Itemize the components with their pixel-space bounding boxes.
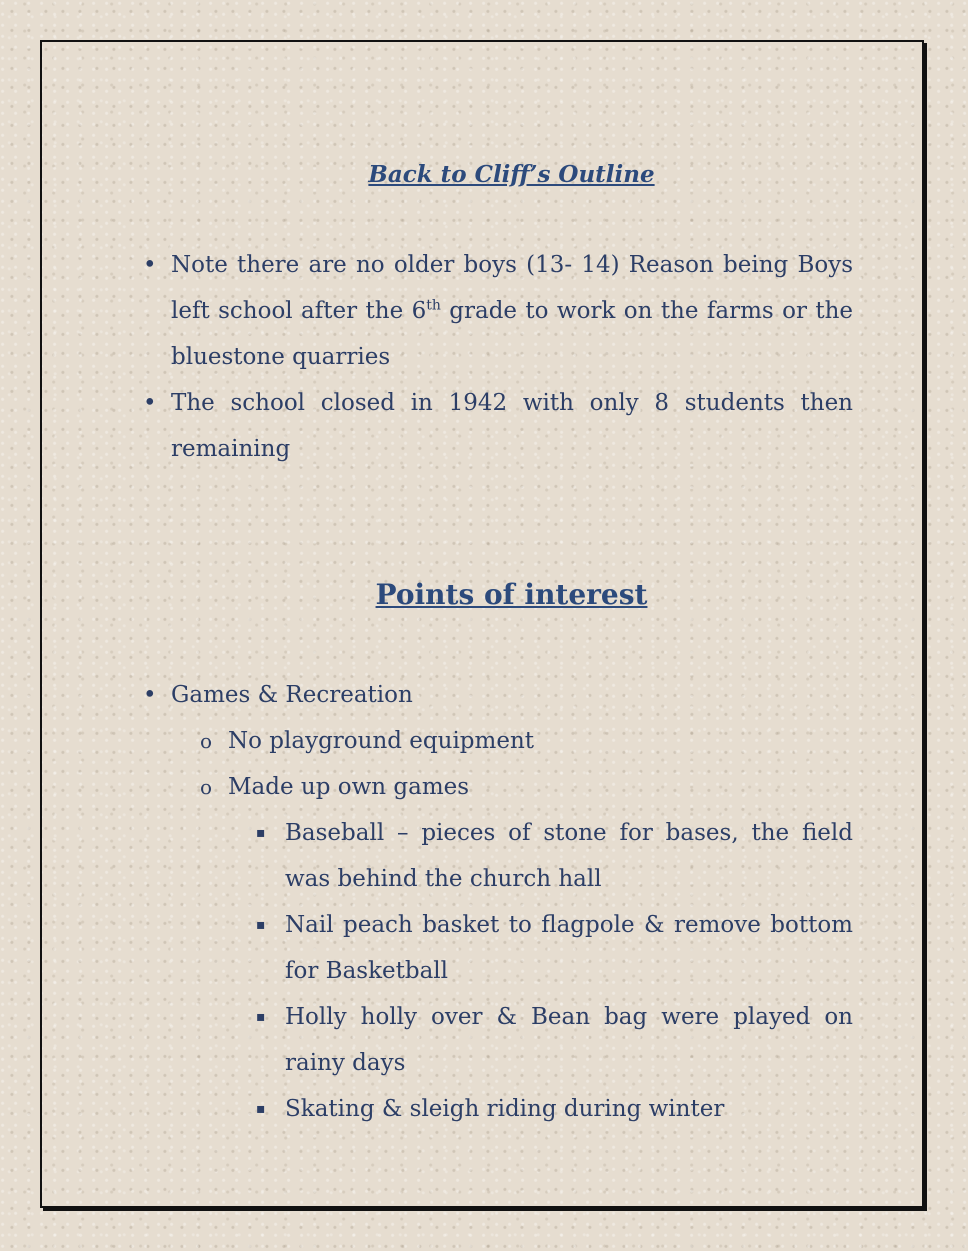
games-sublist <box>171 718 853 1132</box>
list-item: ▪ Nail peach basket to flagpole & remove bottom for Basketball <box>228 902 853 994</box>
document-content <box>100 132 853 1132</box>
games-detail-list <box>228 810 853 1132</box>
list-item: ▪ Holly holly over & Bean bag were played on rainy days <box>228 994 853 1086</box>
list-item: ▪ Skating & sleigh riding during winter <box>228 1086 853 1132</box>
list-item: o Made up own games ▪ Baseball – pieces of stone for bases, the field was behind the church hall ▪ Nail peach basket to flagpole & remove bottom for Basketball ▪ Holly holly over & Bean bag were played on rainy days ▪ Skating & sleigh riding during winter <box>171 764 853 1132</box>
list-item: ▪ Baseball – pieces of stone for bases, the field was behind the church hall <box>228 810 853 902</box>
list-item: o No playground equipment <box>171 718 853 764</box>
back-to-outline-link[interactable]: Back to Cliff’s Outline <box>368 161 655 188</box>
list-item: • The school closed in 1942 with only 8 students then remaining <box>100 380 853 472</box>
list-item <box>100 672 853 1132</box>
games-title: Games & Recreation <box>171 682 413 708</box>
points-list <box>100 672 853 1132</box>
notes-list <box>100 242 853 472</box>
section-heading: Points of interest <box>375 578 648 611</box>
list-item: • Note there are no older boys (13- 14) Reason being Boys left school after the 6th grade to work on the farms or the bluestone quarries <box>100 242 853 380</box>
